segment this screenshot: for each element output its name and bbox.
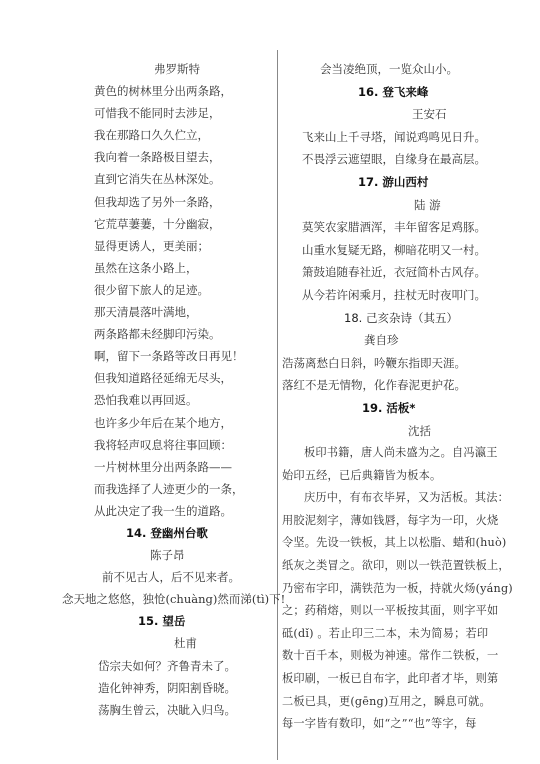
left-column-line: 从此决定了我一生的道路。 — [94, 503, 232, 518]
left-column-line: 虽然在这条小路上， — [94, 260, 198, 275]
left-column-line: 黄色的树林里分出两条路， — [94, 84, 232, 99]
right-column-line: 之；药稍熔，则以一平板按其面，则字平如 — [282, 604, 499, 618]
right-column-line: 飞来山上千寻塔，闻说鸡鸣见日升。 — [302, 129, 486, 144]
right-column-line: 沈括 — [408, 423, 431, 438]
left-column-line: 那天清晨落叶满地， — [94, 305, 198, 320]
right-column-line: 始印五经，已后典籍皆为板本。 — [282, 468, 442, 482]
left-column-line: 我在那路口久久伫立， — [94, 128, 209, 143]
right-column-line: 陆 游 — [414, 197, 441, 212]
left-column-line: 可惜我不能同时去涉足， — [94, 106, 221, 121]
left-column-line: 一片树林里分出两条路—— — [94, 459, 232, 474]
right-column-line: 会当凌绝顶，一览众山小。 — [320, 62, 458, 76]
right-column-line: 乃密布字印，满铁范为一板，持就火炀(yáng) — [282, 581, 513, 595]
left-column-line: 15. 望岳 — [138, 614, 186, 629]
right-column-line: 17. 游山西村 — [358, 174, 429, 189]
right-column-line: 数十百千本，则极为神速。常作二铁板，一 — [282, 649, 499, 663]
right-column-line: 每一字皆有数印，如“之”“也”等字，每 — [282, 717, 477, 731]
right-column-line: 板印书籍，唐人尚未盛为之。自冯瀛王 — [304, 446, 498, 460]
left-column-line: 恐怕我难以再回返。 — [94, 393, 198, 408]
right-column-line: 用胶泥刻字，薄如钱唇，每字为一印，火烧 — [282, 513, 499, 527]
left-column-line: 它荒草萋萋，十分幽寂， — [94, 216, 221, 231]
left-column-line: 前不见古人，后不见来者。 — [102, 570, 240, 585]
right-column-line: 龚自珍 — [364, 333, 399, 348]
right-column-line: 莫笑农家腊酒浑，丰年留客足鸡豚。 — [302, 220, 486, 235]
right-column-line: 庆历中，有布衣毕昇，又为活板。其法： — [304, 491, 509, 505]
left-column-line: 岱宗夫如何？齐鲁青未了。 — [98, 658, 236, 673]
left-column-line: 14. 登幽州台歌 — [126, 525, 208, 540]
right-column-line: 落红不是无情物，化作春泥更护花。 — [282, 378, 466, 393]
right-column-line: 箫鼓追随春社近，衣冠简朴古风存。 — [302, 265, 486, 280]
left-column-line: 杜甫 — [174, 636, 197, 651]
left-column — [22, 58, 286, 721]
left-column-line: 造化钟神秀，阴阳割昏晓。 — [98, 680, 236, 695]
right-column-line: 浩荡离愁白日斜，吟鞭东指即天涯。 — [282, 355, 466, 370]
right-column — [282, 58, 524, 736]
right-column-line: 从今若许闲乘月，拄杖无时夜叩门。 — [302, 287, 486, 302]
left-column-line: 我向着一条路极目望去， — [94, 150, 221, 165]
right-column-line: 山重水复疑无路，柳暗花明又一村。 — [302, 242, 486, 257]
right-column-line: 16. 登飞来峰 — [358, 84, 429, 99]
right-column-line: 王安石 — [412, 107, 447, 122]
left-column-line: 啊，留下一条路等改日再见！ — [94, 349, 244, 364]
right-column-line: 18. 己亥杂诗（其五） — [344, 310, 458, 325]
right-column-line: 二板已具，更(gēng)互用之，瞬息可就。 — [282, 694, 491, 708]
left-column-line: 荡胸生曾云，决眦入归鸟。 — [98, 702, 236, 717]
left-column-line: 显得更诱人，更美丽； — [94, 238, 209, 253]
right-column-line: 不畏浮云遮望眼，自缘身在最高层。 — [302, 152, 486, 167]
left-column-line: 但我却选了另外一条路， — [94, 194, 221, 209]
left-column-line: 但我知道路径延绵无尽头， — [94, 371, 232, 386]
right-column-line: 令坚。先设一铁板，其上以松脂、蜡和(huò) — [282, 536, 507, 550]
left-column-line: 很少留下旅人的足迹。 — [94, 282, 209, 297]
right-column-line: 砥(dǐ) 。若止印三二本，未为简易；若印 — [282, 626, 489, 640]
left-column-line: 念天地之悠悠，独怆(chuàng)然而涕(tì)下! — [62, 592, 286, 607]
right-column-line: 19. 活板* — [362, 400, 416, 415]
column-divider — [277, 50, 278, 760]
left-column-line: 也许多少年后在某个地方， — [94, 415, 232, 430]
left-column-line: 两条路都未经脚印污染。 — [94, 327, 221, 342]
left-column-line: 陈子昂 — [150, 548, 185, 563]
left-column-line: 我将轻声叹息将往事回顾： — [94, 437, 232, 452]
left-column-line: 弗罗斯特 — [154, 62, 200, 76]
left-column-line: 直到它消失在丛林深处。 — [94, 172, 221, 187]
right-column-line: 纸灰之类冒之。欲印，则以一铁范置铁板上， — [282, 559, 510, 573]
left-column-line: 而我选择了人迹更少的一条， — [94, 481, 244, 496]
right-column-line: 板印刷，一板已自布字，此印者才毕，则第 — [282, 672, 499, 686]
